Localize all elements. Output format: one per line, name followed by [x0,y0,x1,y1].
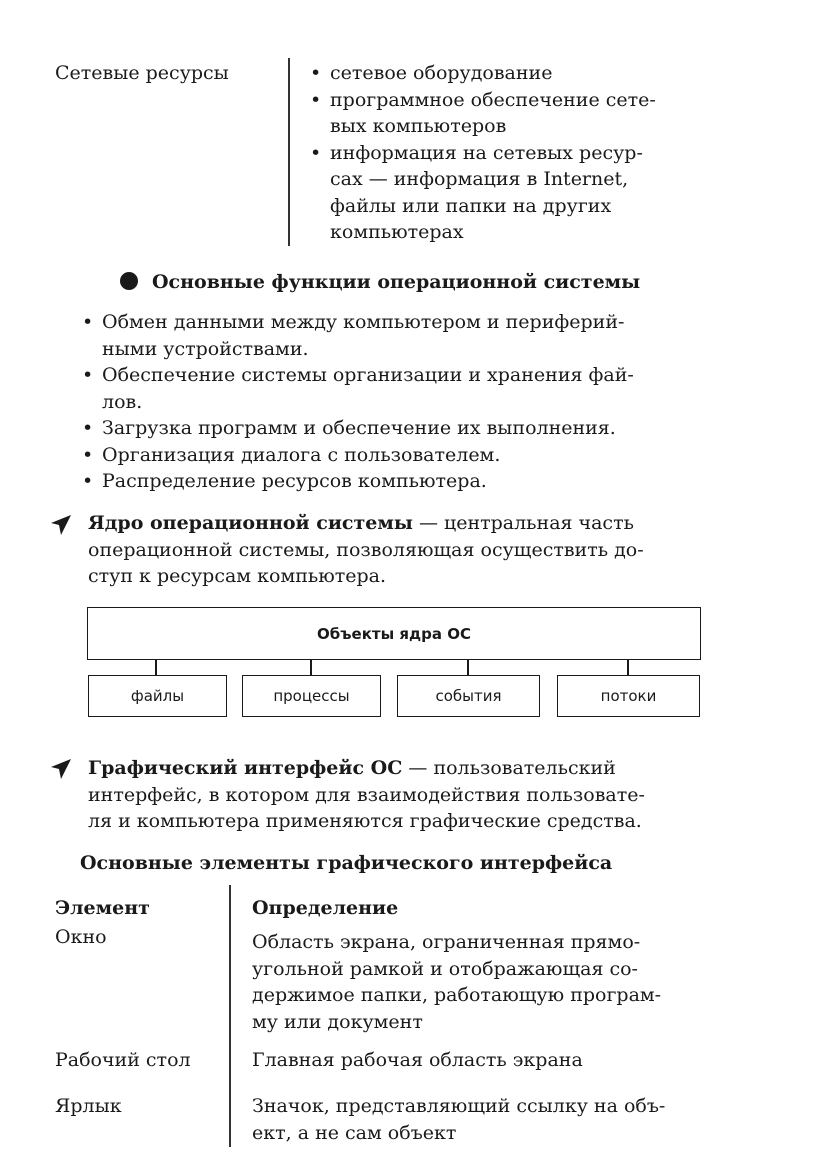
bullet-icon: • [310,62,322,84]
list-item-continuation: файлы или папки на других [330,194,612,217]
diagram-connector [627,659,629,675]
list-item: • Обмен данными между компьютером и периферий- [80,309,634,336]
table-header-element: Элемент [55,897,150,919]
diagram-connector [310,659,312,675]
list-item-continuation: вых компьютеров [330,115,507,137]
network-resources-term: Сетевые ресурсы [55,62,229,84]
gui-term: Графический интерфейс ОС [88,757,403,779]
bullet-icon: • [82,443,94,466]
table-row-element: Окно [55,926,107,948]
table-title: Основные элементы графического интерфейса [80,852,613,874]
arrow-pointer-icon [50,758,72,780]
list-item-continuation: компьютерах [330,221,464,243]
table-header-definition: Определение [252,897,399,919]
list-item: • Обеспечение системы организации и хранения фай- [80,362,634,389]
diagram-connector [155,659,157,675]
column-divider [288,58,290,246]
bullet-icon: • [310,141,322,164]
list-item: • информация на сетевых ресур- [308,140,656,167]
os-functions-list [80,309,634,495]
gui-definition: Графический интерфейс ОС — пользовательский интерфейс, в котором для взаимодействия пользовате- ля и компьютера применяются графические средства. [88,757,645,832]
diagram-box-threads: потоки [557,675,700,717]
table-row-definition: Главная рабочая область экрана [252,1049,583,1071]
list-item: • Распределение ресурсов компьютера. [80,468,634,495]
kernel-definition: Ядро операционной системы — центральная часть операционной системы, позволяющая осуществить до- ступ к ресурсам компьютера. [88,512,644,587]
diagram-box-events: события [397,675,540,717]
diagram-root-box: Объекты ядра ОС [87,607,701,660]
arrow-pointer-icon [50,514,72,536]
network-resources-list [308,60,656,246]
bullet-icon: • [82,417,94,439]
diagram-box-files: файлы [88,675,227,717]
os-functions-heading: Основные функции операционной системы [120,269,640,296]
diagram-box-processes: процессы [242,675,381,717]
list-item: • Организация диалога с пользователем. [80,442,634,469]
bullet-icon: • [82,311,94,333]
list-item-continuation: ными устройствами. [102,337,309,360]
list-item-continuation: лов. [102,390,143,413]
table-column-divider [229,885,231,1147]
list-item: • сетевое оборудование [308,60,656,87]
table-row-element: Рабочий стол [55,1049,191,1071]
table-row-element: Ярлык [55,1095,122,1117]
diagram-connector [467,659,469,675]
kernel-term: Ядро операционной системы [88,512,413,534]
list-item: • Загрузка программ и обеспечение их выполнения. [80,415,634,442]
table-row-definition: Область экрана, ограниченная прямо- угольной рамкой и отображающая со- держимое папки, работающую програм- му или документ [252,931,662,1033]
list-item: • программное обеспечение сете- [308,87,656,114]
filled-circle-icon [120,272,138,290]
list-item-continuation: сах — информация в Internet, [330,168,629,190]
bullet-icon: • [310,88,322,111]
table-row-definition: Значок, представляющий ссылку на объ- ект, а не сам объект [252,1095,666,1144]
bullet-icon: • [82,470,94,492]
bullet-icon: • [82,364,94,386]
